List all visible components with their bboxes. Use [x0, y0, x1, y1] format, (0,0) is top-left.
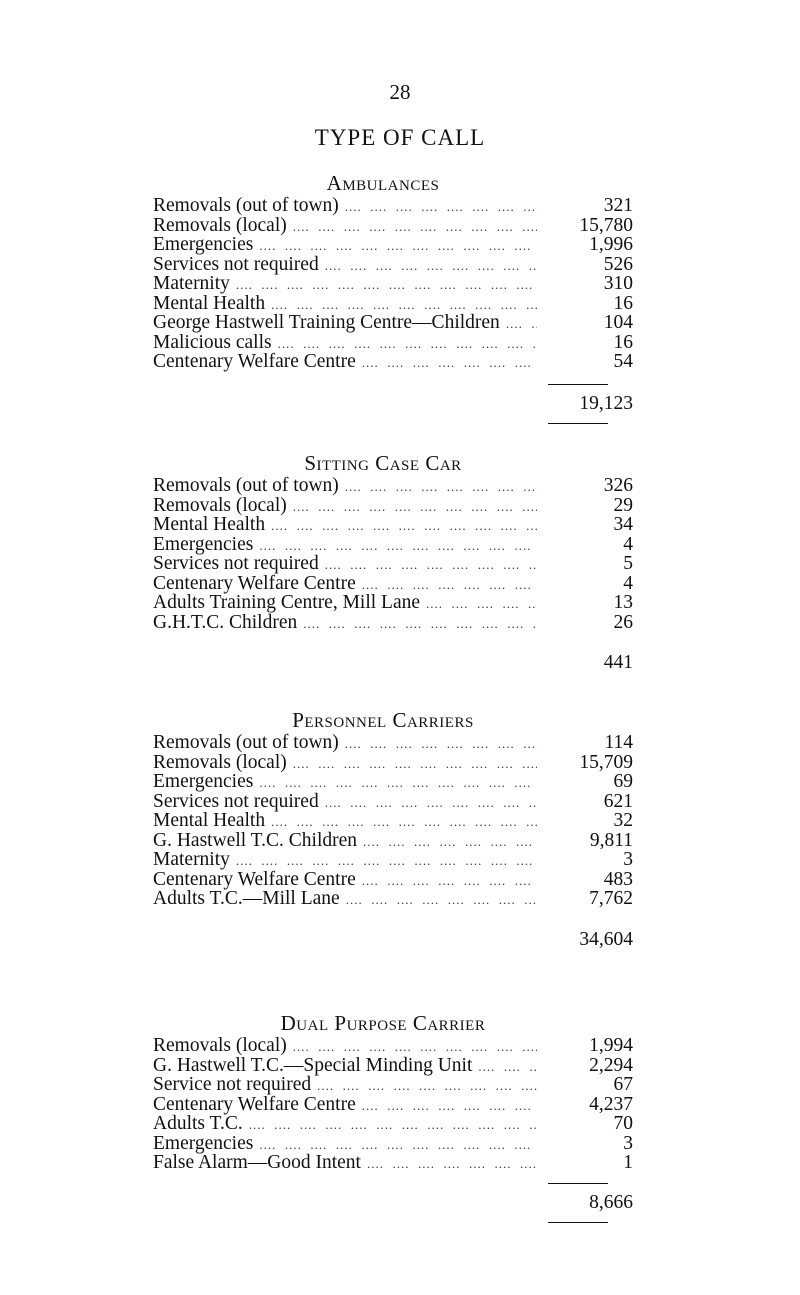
section-title: Dual Purpose Carrier — [280, 1011, 486, 1035]
row-label: Services not required — [153, 253, 319, 275]
table-row — [153, 255, 633, 275]
table-row — [153, 333, 633, 353]
table-row — [153, 733, 633, 753]
row-label: G. Hastwell T.C.—Special Minding Unit — [153, 1054, 473, 1076]
total-rule — [548, 423, 608, 424]
row-value: 15,780 — [579, 214, 633, 236]
table-row — [153, 352, 633, 372]
row-value: 3 — [623, 1132, 633, 1154]
row-value: 34 — [613, 514, 633, 535]
table-row — [153, 1056, 633, 1076]
table-row — [153, 574, 633, 594]
row-label: Adults T.C. — [153, 1113, 243, 1134]
section-title: Sitting Case Car — [304, 451, 462, 475]
row-label: Removals (local) — [153, 751, 287, 773]
table-row — [153, 235, 633, 255]
row-label: Mental Health — [153, 514, 266, 535]
table-row — [153, 294, 633, 314]
row-label: Mental Health — [153, 292, 266, 314]
table-row — [153, 535, 633, 555]
table-row — [153, 772, 633, 792]
row-label: Services not required — [153, 553, 319, 574]
table-row — [153, 1075, 633, 1095]
row-value: 13 — [613, 592, 633, 613]
section-dual-purpose-carrier — [153, 1010, 633, 1223]
table-row — [153, 889, 633, 909]
row-label: Removals (local) — [153, 214, 287, 236]
row-label: G.H.T.C. Children — [153, 611, 298, 633]
row-value: 32 — [613, 810, 633, 831]
table-row — [153, 1036, 633, 1056]
row-value: 3 — [623, 849, 633, 870]
row-label: G. Hastwell T.C. Children — [153, 829, 358, 851]
total-rule — [548, 1183, 608, 1184]
page-number: 28 — [389, 80, 411, 104]
table-row — [153, 196, 633, 216]
table-row — [153, 850, 633, 870]
table-row — [153, 613, 633, 633]
row-label: Removals (out of town) — [153, 195, 339, 216]
row-value: 114 — [604, 732, 633, 753]
section-ambulances — [153, 170, 633, 424]
table-row — [153, 216, 633, 236]
row-label: Centenary Welfare Centre — [153, 868, 356, 890]
row-label: False Alarm—Good Intent — [153, 1152, 361, 1173]
row-value: 1,994 — [589, 1035, 633, 1056]
row-label: Malicious calls — [153, 331, 272, 353]
table-row — [153, 313, 633, 333]
row-label: Mental Health — [153, 810, 266, 831]
row-label: Removals (local) — [153, 1035, 287, 1056]
table-row — [153, 753, 633, 773]
row-label: Emergencies — [153, 1132, 254, 1154]
section-total: 34,604 — [579, 928, 633, 950]
row-value: 16 — [613, 292, 633, 314]
row-label: Services not required — [153, 790, 319, 812]
row-label: Maternity — [153, 849, 230, 870]
row-value: 70 — [613, 1113, 633, 1134]
row-label: Maternity — [153, 273, 230, 294]
table-row — [153, 1095, 633, 1115]
row-value: 69 — [613, 771, 633, 792]
section-sitting-case-car — [153, 450, 633, 674]
row-label: Adults T.C.—Mill Lane — [153, 888, 340, 909]
total-rule — [548, 1222, 608, 1223]
table-row — [153, 515, 633, 535]
row-value: 15,709 — [579, 751, 633, 773]
row-value: 5 — [623, 553, 633, 574]
row-label: Service not required — [153, 1074, 312, 1095]
row-label: Removals (out of town) — [153, 475, 339, 496]
row-value: 7,762 — [589, 888, 633, 909]
section-title: Ambulances — [326, 171, 440, 195]
table-row — [153, 1114, 633, 1134]
table-row — [153, 274, 633, 294]
row-value: 16 — [613, 331, 633, 353]
table-row — [153, 1153, 633, 1173]
row-value: 104 — [603, 312, 633, 333]
page-title: TYPE OF CALL — [314, 125, 486, 150]
row-label: Centenary Welfare Centre — [153, 1093, 356, 1115]
row-label: George Hastwell Training Centre—Children — [153, 312, 500, 333]
row-value: 321 — [603, 195, 633, 216]
table-row — [153, 1134, 633, 1154]
row-value: 67 — [613, 1074, 633, 1095]
table-row — [153, 870, 633, 890]
row-value: 1 — [623, 1152, 633, 1173]
row-label: Centenary Welfare Centre — [153, 351, 356, 372]
row-value: 621 — [603, 790, 633, 812]
row-value: 1,996 — [589, 234, 633, 255]
row-label: Emergencies — [153, 533, 254, 555]
section-total: 441 — [603, 652, 633, 673]
table-row — [153, 792, 633, 812]
table-row — [153, 811, 633, 831]
row-value: 26 — [613, 611, 633, 633]
row-value: 2,294 — [589, 1054, 633, 1076]
row-value: 4,237 — [589, 1093, 633, 1115]
row-value: 310 — [603, 273, 633, 294]
table-row — [153, 831, 633, 851]
row-label: Emergencies — [153, 771, 254, 792]
section-total: 8,666 — [589, 1191, 633, 1213]
table-row — [153, 496, 633, 516]
row-value: 326 — [603, 475, 633, 496]
table-row — [153, 554, 633, 574]
row-label: Emergencies — [153, 234, 254, 255]
row-label: Removals (out of town) — [153, 732, 339, 753]
row-label: Centenary Welfare Centre — [153, 572, 356, 594]
table-row — [153, 593, 633, 613]
row-label: Adults Training Centre, Mill Lane — [153, 592, 421, 613]
section-title: Personnel Carriers — [292, 708, 474, 732]
row-value: 526 — [603, 253, 633, 275]
table-row — [153, 476, 633, 496]
row-value: 29 — [613, 494, 633, 516]
row-value: 4 — [623, 572, 633, 594]
row-label: Removals (local) — [153, 494, 287, 516]
row-value: 54 — [613, 351, 633, 372]
row-value: 4 — [623, 533, 633, 555]
total-rule — [548, 384, 608, 385]
row-value: 483 — [603, 868, 633, 890]
section-personnel-carriers — [153, 707, 633, 951]
row-value: 9,811 — [589, 829, 633, 851]
section-total: 19,123 — [579, 392, 633, 414]
